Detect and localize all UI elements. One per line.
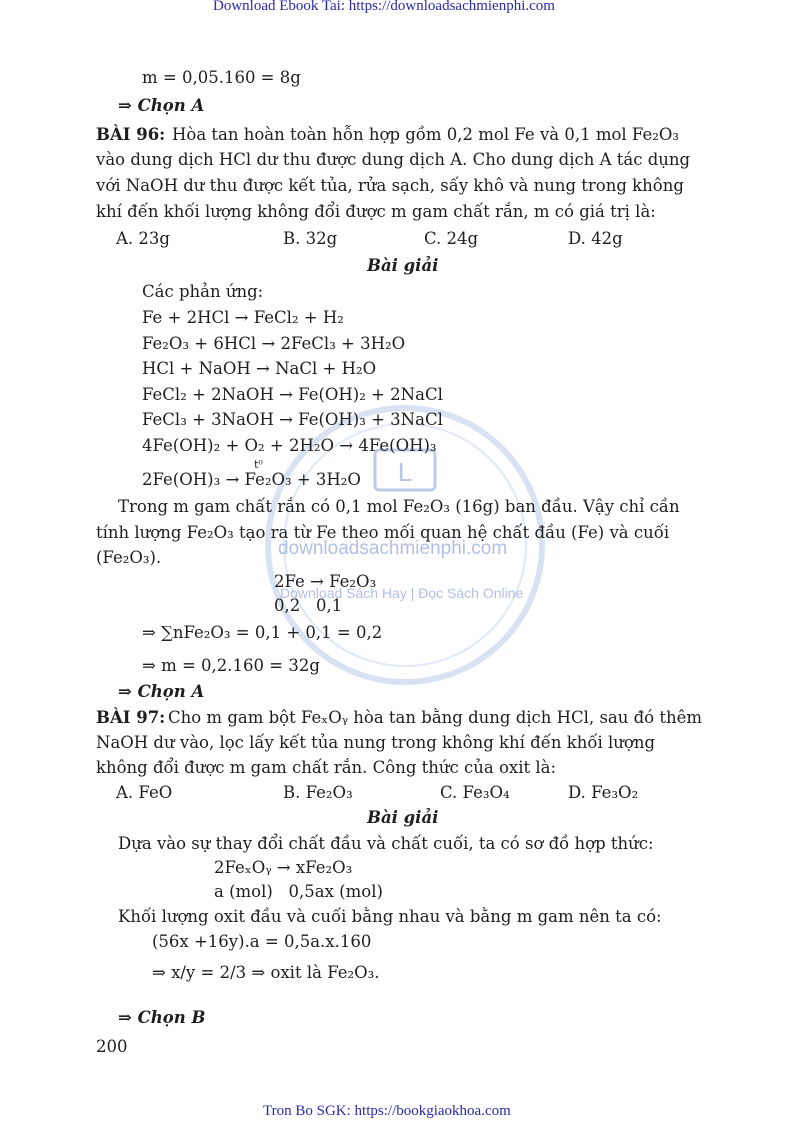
reaction-6: 4Fe(OH)₂ + O₂ + 2H₂O → 4Fe(OH)₃ bbox=[142, 436, 437, 455]
bai96-p2: tính lượng Fe₂O₃ tạo ra từ Fe theo mối quan hệ chất đầu (Fe) và cuối bbox=[96, 523, 670, 542]
prev-calc: m = 0,05.160 = 8g bbox=[142, 68, 301, 87]
bai96-option-b: B. 32g bbox=[283, 229, 338, 248]
page-header-link[interactable]: Download Ebook Tai: https://downloadsachmienphi.com bbox=[213, 0, 555, 14]
bai97-option-a: A. FeO bbox=[116, 783, 173, 802]
bai96-p1: Trong m gam chất rắn có 0,1 mol Fe₂O₃ (16g) ban đầu. Vậy chỉ cần bbox=[118, 497, 680, 516]
bai96-q4: khí đến khối lượng không đổi được m gam chất rắn, m có giá trị là: bbox=[96, 202, 656, 221]
bai97-option-c: C. Fe₃O₄ bbox=[440, 783, 510, 802]
bai97-s3: a (mol) 0,5ax (mol) bbox=[214, 882, 383, 901]
reaction-2: Fe₂O₃ + 6HCl → 2FeCl₃ + 3H₂O bbox=[142, 334, 406, 353]
watermark-tagline: Download Sách Hay | Đọc Sách Online bbox=[280, 585, 524, 601]
bai96-choose: ⇒ Chọn A bbox=[118, 682, 205, 701]
bai96-option-a: A. 23g bbox=[116, 229, 170, 248]
bai96-reactions-title: Các phản ứng: bbox=[142, 282, 264, 301]
bai97-label: BÀI 97: bbox=[96, 708, 166, 727]
watermark-site: downloadsachmienphi.com bbox=[278, 538, 508, 559]
page-number: 200 bbox=[96, 1037, 128, 1056]
bai97-solution-title: Bài giải bbox=[367, 808, 439, 827]
prev-choose: ⇒ Chọn A bbox=[118, 96, 205, 115]
bai97-s2: 2FeₓOᵧ → xFe₂O₃ bbox=[214, 858, 353, 877]
bai96-label: BÀI 96: bbox=[96, 125, 166, 144]
reaction-1: Fe + 2HCl → FeCl₂ + H₂ bbox=[142, 308, 344, 327]
bai96-q1: Hòa tan hoàn toàn hỗn hợp gồm 0,2 mol Fe và 0,1 mol Fe₂O₃ bbox=[172, 125, 679, 144]
scheme-equation: 2Fe → Fe₂O₃ bbox=[274, 572, 377, 591]
reaction-4: FeCl₂ + 2NaOH → Fe(OH)₂ + 2NaCl bbox=[142, 385, 443, 404]
bai96-option-d: D. 42g bbox=[568, 229, 623, 248]
bai97-option-d: D. Fe₃O₂ bbox=[568, 783, 639, 802]
page-footer-link[interactable]: Tron Bo SGK: https://bookgiaokhoa.com bbox=[263, 1103, 511, 1119]
bai96-q3: với NaOH dư thu được kết tủa, rửa sạch, sấy khô và nung trong không bbox=[96, 176, 684, 195]
reaction-7-condition: t⁰ bbox=[254, 458, 263, 471]
scheme-numbers: 0,2 0,1 bbox=[274, 596, 343, 615]
bai97-s1: Dựa vào sự thay đổi chất đầu và chất cuối, ta có sơ đồ hợp thức: bbox=[118, 834, 654, 853]
bai96-q2: vào dung dịch HCl dư thu được dung dịch A. Cho dung dịch A tác dụng bbox=[96, 150, 691, 169]
bai97-option-b: B. Fe₂O₃ bbox=[283, 783, 353, 802]
bai96-solution-title: Bài giải bbox=[367, 256, 439, 275]
bai97-s5: (56x +16y).a = 0,5a.x.160 bbox=[152, 932, 372, 951]
bai97-choose: ⇒ Chọn B bbox=[118, 1008, 206, 1027]
bai97-s6: ⇒ x/y = 2/3 ⇒ oxit là Fe₂O₃. bbox=[152, 963, 380, 982]
bai96-option-c: C. 24g bbox=[424, 229, 479, 248]
bai97-q1: Cho m gam bột FeₓOᵧ hòa tan bằng dung dịch HCl, sau đó thêm bbox=[168, 708, 703, 727]
reaction-5: FeCl₃ + 3NaOH → Fe(OH)₃ + 3NaCl bbox=[142, 410, 443, 429]
reaction-3: HCl + NaOH → NaCl + H₂O bbox=[142, 359, 377, 378]
svg-text:L: L bbox=[397, 457, 413, 487]
reaction-7: 2Fe(OH)₃ → Fe₂O₃ + 3H₂O bbox=[142, 470, 361, 489]
bai96-result: ⇒ m = 0,2.160 = 32g bbox=[142, 656, 320, 675]
bai96-p3: (Fe₂O₃). bbox=[96, 548, 162, 567]
bai97-q2: NaOH dư vào, lọc lấy kết tủa nung trong không khí đến khối lượng bbox=[96, 733, 656, 752]
bai97-s4: Khối lượng oxit đầu và cuối bằng nhau và bằng m gam nên ta có: bbox=[118, 907, 662, 926]
bai97-q3: không đổi được m gam chất rắn. Công thức của oxit là: bbox=[96, 758, 557, 777]
bai96-sum: ⇒ ∑nFe₂O₃ = 0,1 + 0,1 = 0,2 bbox=[142, 623, 383, 642]
